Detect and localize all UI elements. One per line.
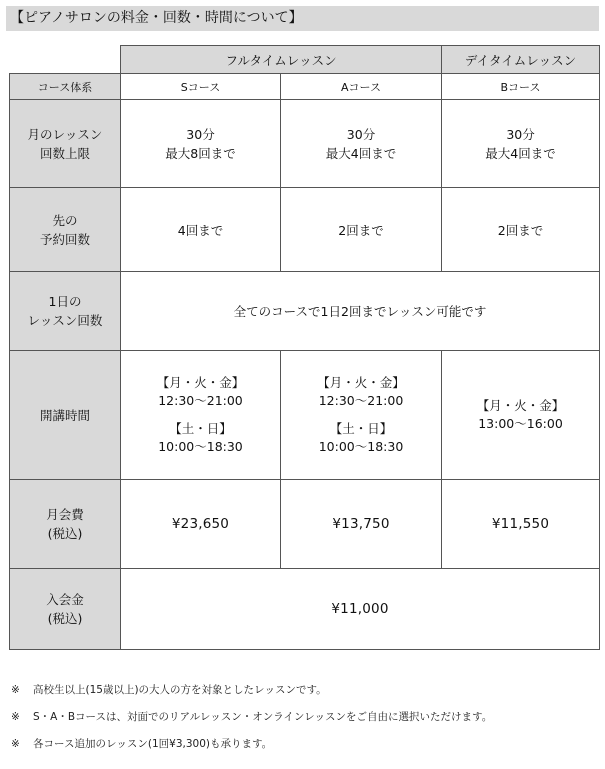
hours-s-time1: 12:30〜21:00: [158, 393, 243, 408]
note-mark: ※: [11, 738, 20, 750]
limit-b-line2: 最大4回まで: [485, 145, 556, 161]
hours-row: [10, 351, 600, 480]
course-row: [10, 74, 600, 100]
note-mark: ※: [11, 711, 20, 723]
limit-b: [442, 100, 600, 188]
hours-b: [442, 351, 600, 480]
note-text-1: 高校生以上(15歳以上)の大人の方を対象としたレッスンです。: [33, 684, 327, 696]
reserve-a: 2回まで: [281, 188, 442, 272]
reserve-s: 4回まで: [121, 188, 281, 272]
notes: [11, 680, 601, 761]
hours-label: 開講時間: [10, 351, 121, 480]
hours-a-days2: 【土・日】: [329, 421, 393, 436]
hours-s-days2: 【土・日】: [169, 421, 232, 436]
note-item: [11, 680, 601, 707]
hours-a-time2: 10:00〜18:30: [318, 439, 404, 454]
reserve-label-line2: 予約回数: [39, 231, 90, 247]
join-label-line2: (税込): [47, 611, 83, 626]
limit-s: [121, 100, 281, 188]
fee-label: [10, 480, 121, 569]
note-item: [11, 707, 601, 734]
hours-s-time2: 10:00〜18:30: [158, 439, 243, 454]
pricing-table: [9, 45, 600, 650]
limit-s-line2: 最大8回まで: [165, 145, 236, 161]
limit-label-line2: 回数上限: [39, 145, 90, 161]
plan-header-row: [10, 46, 600, 74]
course-label: コース体系: [10, 74, 121, 100]
join-row: [10, 569, 600, 650]
limit-b-line1: 30分: [506, 126, 535, 142]
hours-s-days1: 【月・火・金】: [156, 375, 245, 390]
page-title: 【ピアノサロンの料金・回数・時間について】: [6, 6, 599, 31]
hours-s: [121, 351, 281, 480]
fee-row: [10, 480, 600, 569]
hours-a-time1: 12:30〜21:00: [318, 393, 404, 408]
daytime-header: デイタイムレッスン: [442, 46, 600, 74]
limit-a-line1: 30分: [346, 126, 376, 142]
note-mark: ※: [11, 684, 20, 696]
note-text-3: 各コース追加のレッスン(1回¥3,300)も承ります。: [33, 738, 273, 750]
course-a: Aコース: [281, 74, 442, 100]
limit-a: [281, 100, 442, 188]
join-label-line1: 入会金: [46, 592, 84, 607]
fee-a: ¥13,750: [281, 480, 442, 569]
limit-a-line2: 最大4回まで: [325, 145, 397, 161]
limit-s-line1: 30分: [186, 126, 215, 142]
limit-label: [10, 100, 121, 188]
fee-label-line1: 月会費: [46, 507, 84, 522]
daily-label-line1: 1日の: [48, 294, 82, 309]
fee-s: ¥23,650: [121, 480, 281, 569]
join-fee-all: ¥11,000: [121, 569, 600, 650]
join-label: [10, 569, 121, 650]
limit-label-line1: 月のレッスン: [27, 126, 103, 142]
reserve-row: [10, 188, 600, 272]
reserve-label: [10, 188, 121, 272]
hours-b-time1: 13:00〜16:00: [478, 416, 563, 431]
daily-label: [10, 272, 121, 351]
hours-a: [281, 351, 442, 480]
daily-label-line2: レッスン回数: [27, 313, 103, 328]
empty-corner-cell: [10, 46, 121, 74]
note-text-2: S・A・Bコースは、対面でのリアルレッスン・オンラインレッスンをご自由に選択いただけます。: [33, 711, 493, 723]
fee-b: ¥11,550: [442, 480, 600, 569]
fee-label-line2: (税込): [47, 526, 83, 541]
fulltime-header: フルタイムレッスン: [121, 46, 442, 74]
daily-row: [10, 272, 600, 351]
daily-all-courses: 全てのコースで1日2回までレッスン可能です: [121, 272, 600, 351]
hours-b-days1: 【月・火・金】: [476, 398, 565, 413]
course-s: Sコース: [121, 74, 281, 100]
note-item: [11, 734, 601, 761]
hours-a-days1: 【月・火・金】: [317, 375, 405, 390]
course-b: Bコース: [442, 74, 600, 100]
reserve-b: 2回まで: [442, 188, 600, 272]
reserve-label-line1: 先の: [52, 212, 78, 228]
limit-row: [10, 100, 600, 188]
